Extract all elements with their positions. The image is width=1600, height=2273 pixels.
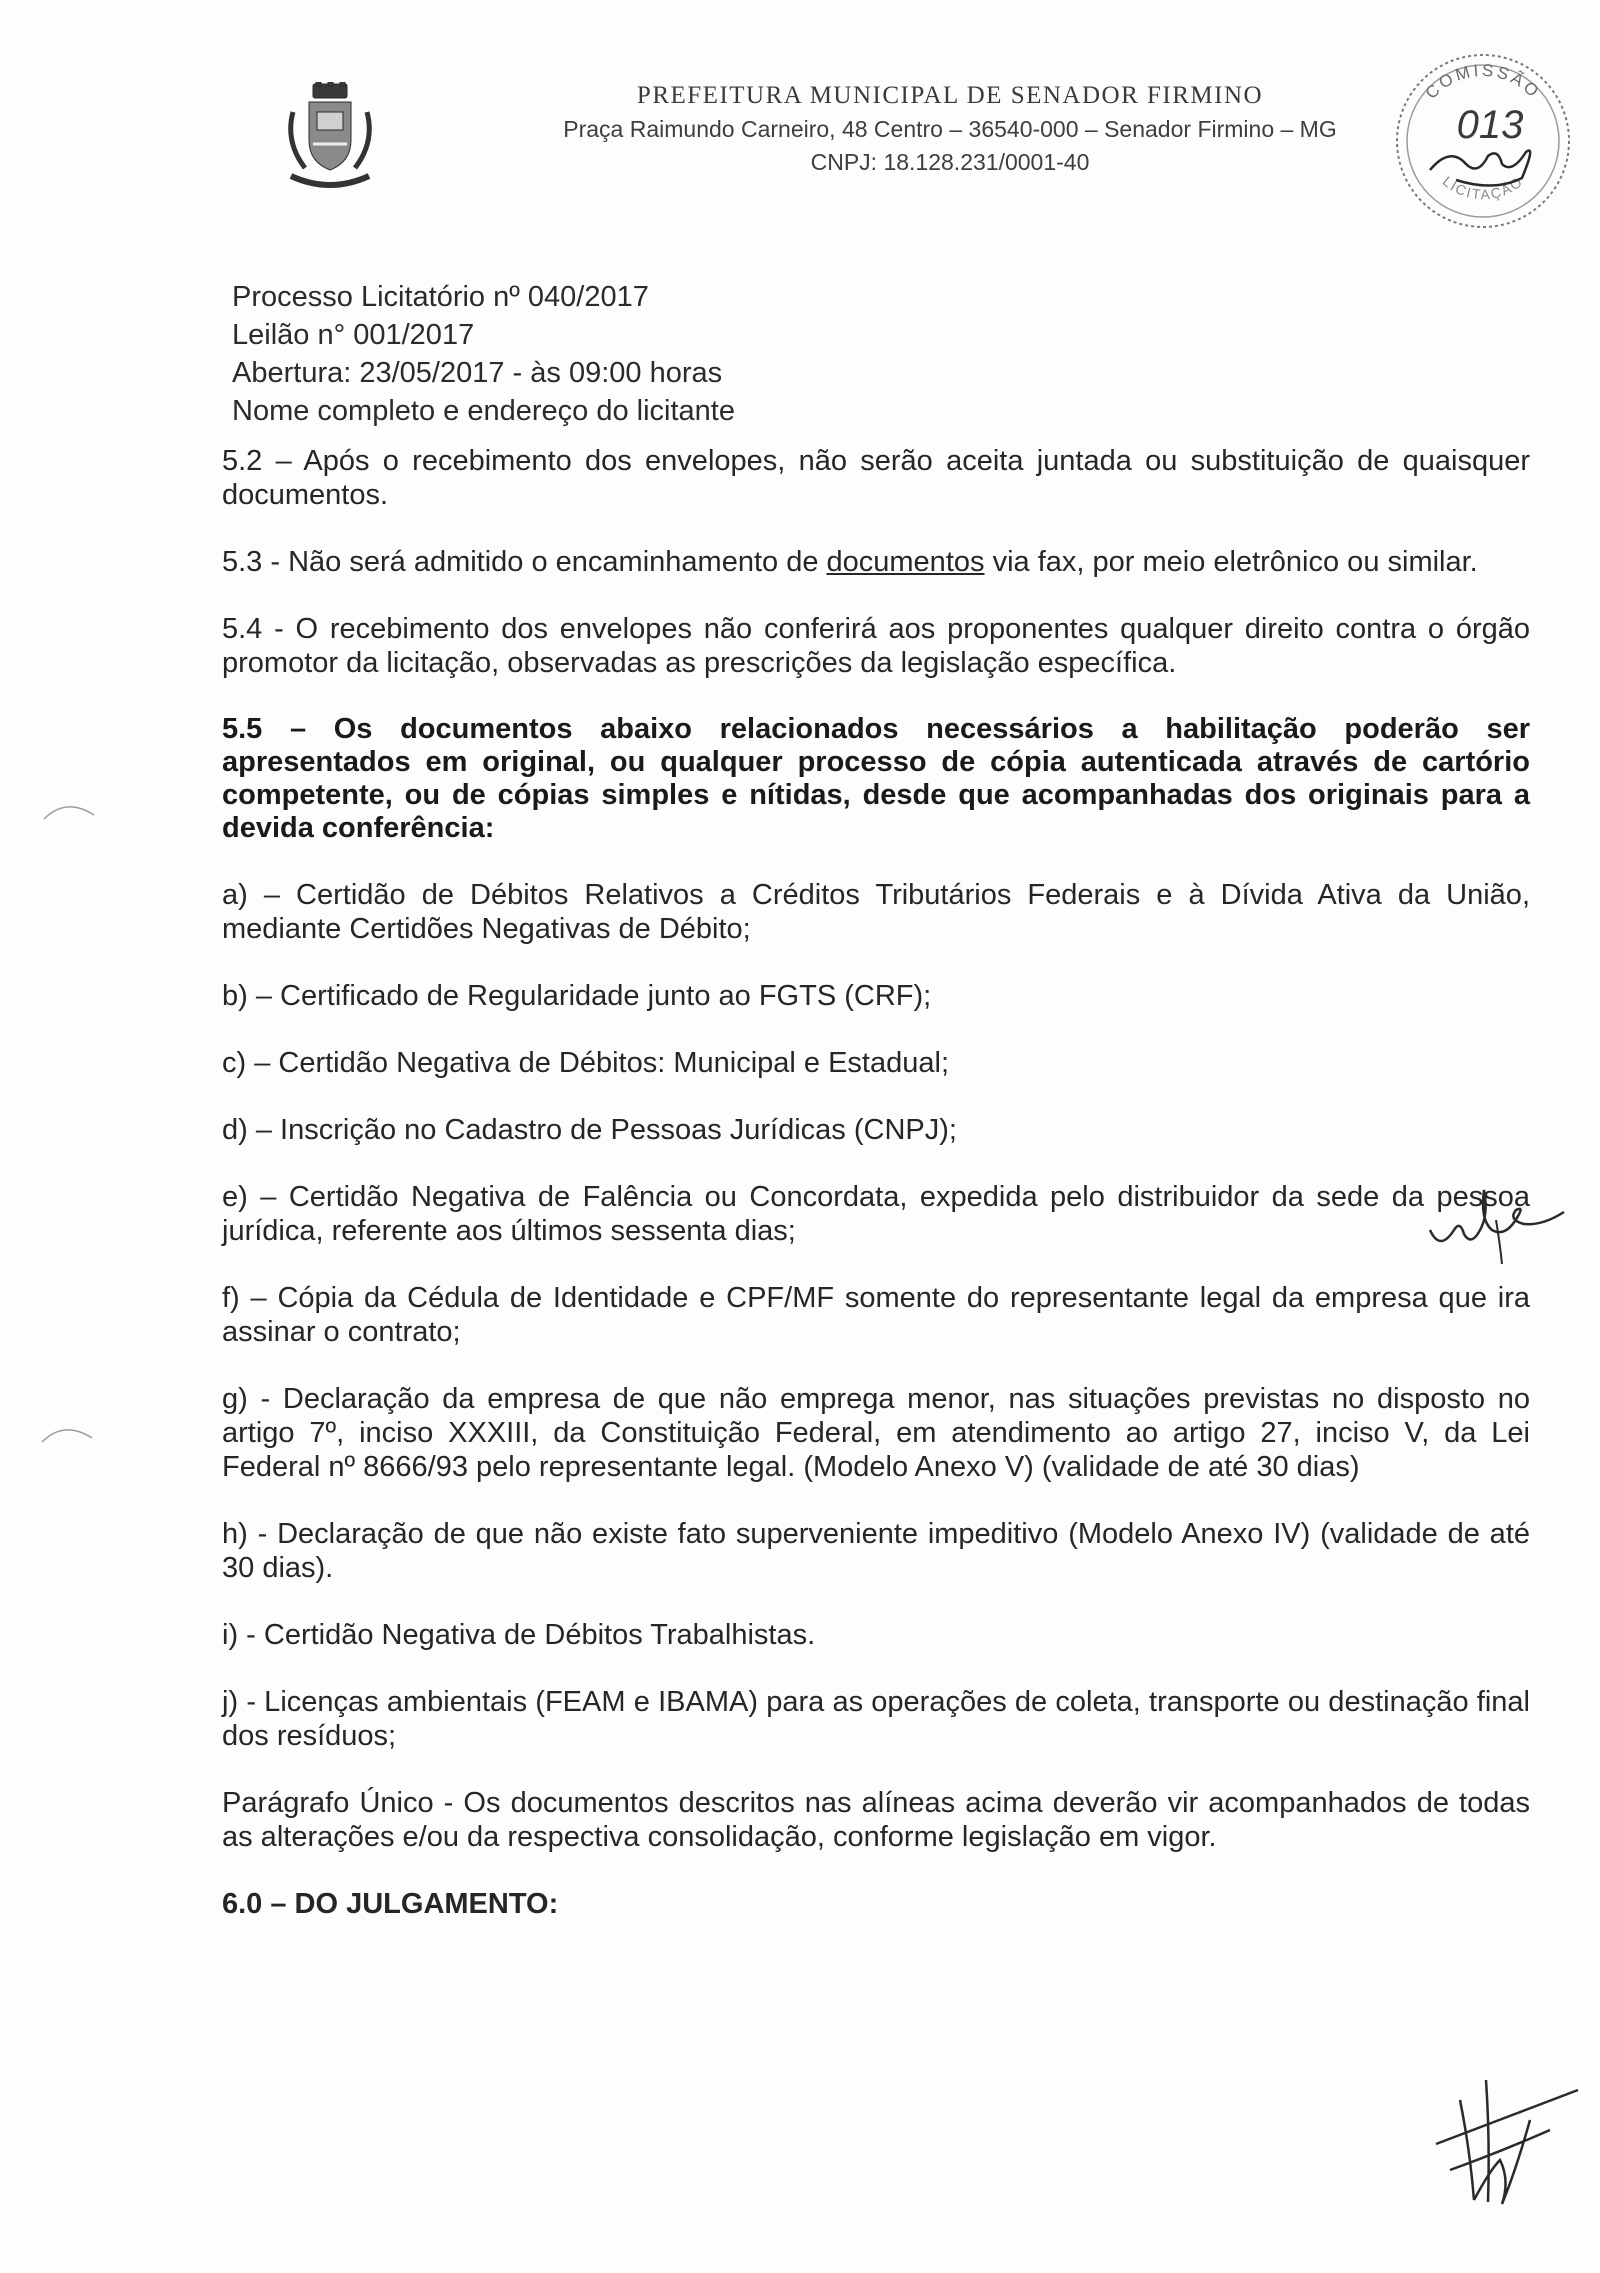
handwritten-signature-icon	[1430, 2060, 1580, 2210]
item-e: e) – Certidão Negativa de Falência ou Concordata, expedida pelo distribuidor da sede da pessoa jurídica, referente aos últimos sessenta dias;	[222, 1181, 1530, 1247]
item-g: g) - Declaração da empresa de que não emprega menor, nas situações previstas no disposto no artigo 7º, inciso XXXIII, da Constituição Federal, em atendimento ao artigo 27, inciso V, da Lei Federal nº 8666/93 pelo representante legal. (Modelo Anexo V) (validade de até 30 dias)	[222, 1383, 1530, 1483]
bidder-label: Nome completo e endereço do licitante	[232, 395, 735, 427]
process-number: Processo Licitatório nº 040/2017	[232, 281, 649, 313]
svg-text:COMISSÃO	[1422, 61, 1545, 103]
process-reference	[232, 278, 735, 430]
item-d: d) – Inscrição no Cadastro de Pessoas Jurídicas (CNPJ);	[222, 1114, 957, 1146]
letterhead	[460, 82, 1440, 176]
margin-mark	[40, 795, 100, 825]
section-6-heading: 6.0 – DO JULGAMENTO:	[222, 1888, 559, 1920]
clause-5-5: 5.5 – Os documentos abaixo relacionados necessários a habilitação poderão ser apresentados em original, ou qualquer processo de cópia autenticada através de cartório competente, ou de cópias simples e nítidas, desde que acompanhadas dos originais para a devida conferência:	[222, 713, 1530, 844]
item-j: j) - Licenças ambientais (FEAM e IBAMA) para as operações de coleta, transporte ou destinação final dos resíduos;	[222, 1686, 1530, 1752]
item-i: i) - Certidão Negativa de Débitos Trabalhistas.	[222, 1619, 816, 1651]
stamp-bottom-text: LICITAÇÃO	[1439, 172, 1527, 203]
clause-5-2: 5.2 – Após o recebimento dos envelopes, não serão aceita juntada ou substituição de quaisquer documentos.	[222, 445, 1530, 511]
commission-stamp	[1390, 48, 1576, 234]
clause-5-3	[222, 545, 1530, 579]
document-body	[222, 444, 1530, 1954]
item-f: f) – Cópia da Cédula de Identidade e CPF/MF somente do representante legal da empresa que ira assinar o contrato;	[222, 1282, 1530, 1348]
opening-date: Abertura: 23/05/2017 - às 09:00 horas	[232, 357, 723, 389]
clause-5-3-underlined: documentos	[826, 546, 985, 578]
municipality-cnpj: CNPJ: 18.128.231/0001-40	[810, 149, 1090, 175]
clause-5-3-text: 5.3 - Não será admitido o encaminhamento de	[222, 546, 827, 578]
clause-5-4: 5.4 - O recebimento dos envelopes não conferirá aos proponentes qualquer direito contra o órgão promotor da licitação, observadas as prescrições da legislação específica.	[222, 613, 1530, 679]
margin-mark	[38, 1418, 98, 1448]
item-h: h) - Declaração de que não existe fato superveniente impeditivo (Modelo Anexo IV) (validade de até 30 dias).	[222, 1518, 1530, 1584]
municipality-address: Praça Raimundo Carneiro, 48 Centro – 36540-000 – Senador Firmino – MG	[563, 116, 1337, 142]
municipal-crest-icon	[283, 82, 377, 194]
item-b: b) – Certificado de Regularidade junto ao FGTS (CRF);	[222, 980, 932, 1012]
item-a: a) – Certidão de Débitos Relativos a Créditos Tributários Federais e à Dívida Ativa da União, mediante Certidões Negativas de Débito;	[222, 879, 1530, 945]
auction-number: Leilão n° 001/2017	[232, 319, 475, 351]
svg-text:LICITAÇÃO	[1440, 173, 1527, 203]
stamp-top-text: COMISSÃO	[1421, 60, 1545, 103]
clause-5-3-rest: via fax, por meio eletrônico ou similar.	[984, 546, 1478, 578]
municipality-name: PREFEITURA MUNICIPAL DE SENADOR FIRMINO	[636, 82, 1264, 109]
handwritten-initials-icon	[1420, 1160, 1570, 1270]
item-c: c) – Certidão Negativa de Débitos: Municipal e Estadual;	[222, 1047, 949, 1079]
stamp-page-number: 013	[1456, 103, 1524, 147]
paragraph-unico: Parágrafo Único - Os documentos descritos nas alíneas acima deverão vir acompanhados de todas as alterações e/ou da respectiva consolidação, conforme legislação em vigor.	[222, 1787, 1530, 1853]
